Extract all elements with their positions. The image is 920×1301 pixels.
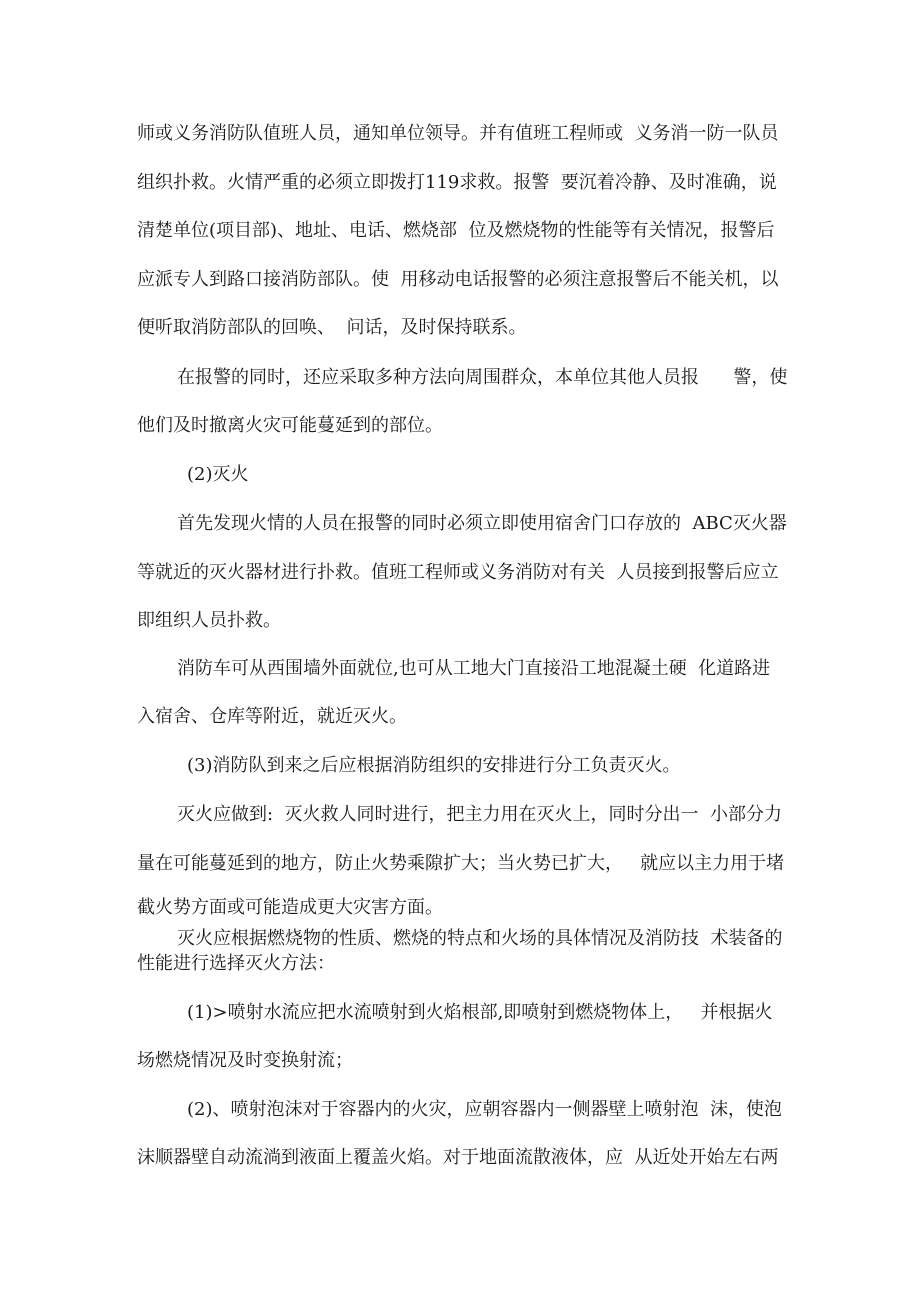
section-heading: (3)消防队到来之后应根据消防组织的安排进行分工负责灭火。 [187, 755, 681, 776]
text-line: 灭火应做到: 灭火救人同时进行，把主力用在灭火上，同时分出一 小部分力 [177, 804, 782, 825]
text-line: 场燃烧情况及时变换射流； [137, 1050, 353, 1071]
text-line: 应派专人到路口接消防部队。使 用移动电话报警的必须注意报警后不能关机，以 [137, 269, 779, 290]
text-line: 量在可能蔓延到的地方，防止火势乘隙扩大；当火势已扩大， 就应以主力用于堵 [137, 853, 785, 874]
text-line: 首先发现火情的人员在报警的同时必须立即使用宿舍门口存放的 ABC灭火器 [177, 513, 787, 534]
text-line: 清楚单位(项目部)、地址、电话、燃烧部 位及燃烧物的性能等有关情况，报警后 [137, 220, 775, 241]
text-line: 沫顺器壁自动流淌到液面上覆盖火焰。对于地面流散液体，应 从近处开始左右两 [137, 1147, 779, 1168]
text-line: 消防车可从西围墙外面就位,也可从工地大门直接沿工地混凝土硬 化道路进 [177, 658, 771, 679]
text-line: 性能进行选择灭火方法： [137, 953, 335, 974]
text-line: (2)、喷射泡沫对于容器内的火灾，应朝容器内一侧器壁上喷射泡 沫，使泡 [187, 1099, 782, 1120]
text-line: (1)>喷射水流应把水流喷射到火焰根部,即喷射到燃烧物体上， 并根据火 [187, 1002, 773, 1023]
text-line: 即组织人员扑救。 [137, 610, 281, 631]
text-line: 灭火应根据燃烧物的性质、燃烧的特点和火场的具体情况及消防技 术装备的 [177, 928, 783, 949]
text-line: 入宿舍、仓库等附近，就近灭火。 [137, 706, 407, 727]
text-line: 便听取消防部队的回唤、 问话，及时保持联系。 [137, 317, 527, 338]
text-line: 组织扑救。火情严重的必须立即拨打119求救。报警 要沉着冷静、及时准确，说 [137, 172, 777, 193]
text-line: 在报警的同时，还应采取多种方法向周围群众，本单位其他人员报 警，使 [177, 367, 788, 388]
text-line: 截火势方面或可能造成更大灾害方面。 [137, 897, 443, 918]
text-line: 等就近的灭火器材进行扑救。值班工程师或义务消防对有关 人员接到报警后应立 [137, 562, 779, 583]
section-heading: (2)灭火 [187, 464, 249, 485]
text-line: 他们及时撤离火灾可能蔓延到的部位。 [137, 415, 443, 436]
text-line: 师或义务消防队值班人员，通知单位领导。并有值班工程师或 义务消一防一队员 [137, 123, 779, 144]
